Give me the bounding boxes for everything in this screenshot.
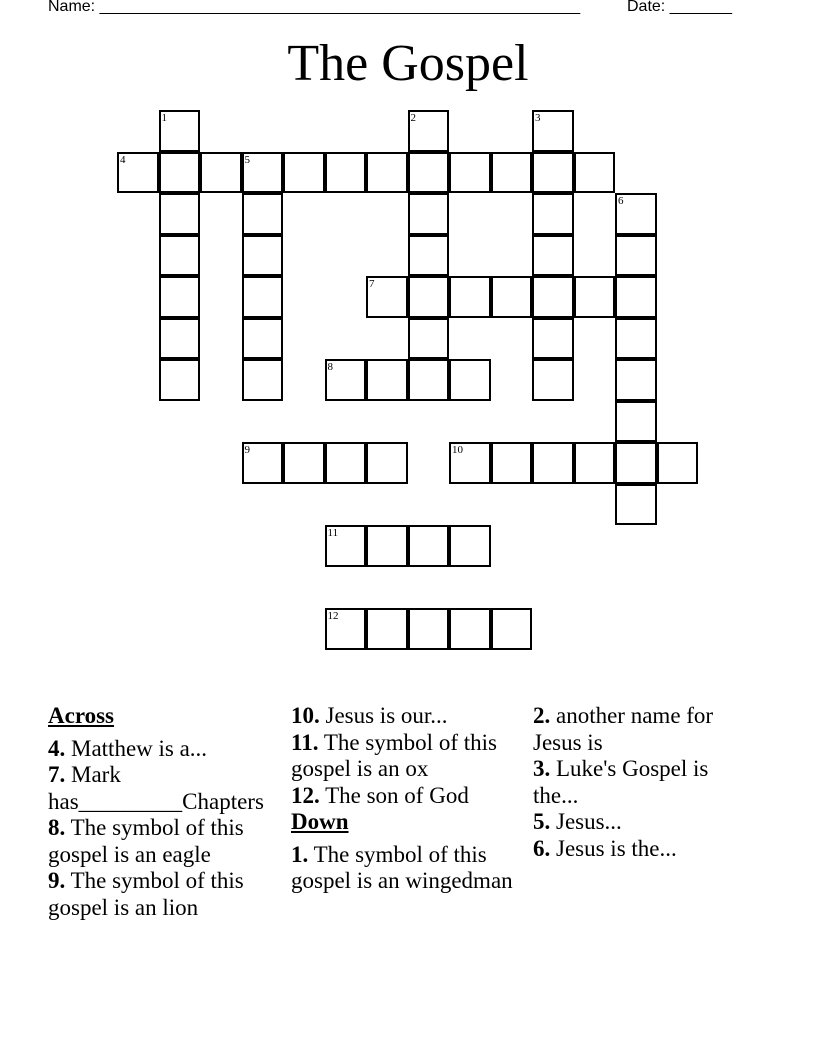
grid-cell[interactable] [408, 318, 450, 360]
grid-cell[interactable] [408, 193, 450, 235]
clue-down-5: 5. Jesus... [533, 809, 622, 834]
grid-cell[interactable] [532, 152, 574, 194]
grid-cell-4[interactable] [117, 152, 159, 194]
grid-cell[interactable] [159, 276, 201, 318]
clues-column-3 [533, 703, 733, 862]
clue-across-12: 12. The son of God [291, 782, 469, 808]
clue-number: 5 [244, 153, 250, 166]
grid-cell[interactable] [325, 442, 367, 484]
grid-cell[interactable] [615, 359, 657, 401]
grid-cell-7[interactable] [366, 276, 408, 318]
grid-cell[interactable] [366, 525, 408, 567]
grid-cell[interactable] [408, 525, 450, 567]
grid-cell-9[interactable] [242, 442, 284, 484]
grid-cell[interactable] [242, 276, 284, 318]
grid-cell[interactable] [408, 152, 450, 194]
grid-cell[interactable] [408, 276, 450, 318]
clue-number: 9 [244, 444, 250, 456]
grid-cell[interactable] [574, 152, 616, 194]
grid-cell[interactable] [615, 276, 657, 318]
grid-cell[interactable] [615, 442, 657, 484]
clue-number: 3 [535, 112, 541, 124]
clue-across-4: 4. Matthew is a... [48, 735, 208, 761]
grid-cell[interactable] [242, 359, 284, 401]
grid-cell[interactable] [159, 235, 201, 277]
clue-number: 8 [327, 361, 333, 373]
grid-cell[interactable] [159, 318, 201, 360]
grid-cell[interactable] [491, 608, 533, 650]
grid-cell[interactable] [242, 318, 284, 360]
grid-cell[interactable] [159, 152, 201, 194]
grid-cell-1[interactable] [159, 110, 201, 152]
grid-cell[interactable] [615, 235, 657, 277]
grid-cell[interactable] [283, 442, 325, 484]
grid-cell-2[interactable] [408, 110, 450, 152]
clue-down-1: 1. The symbol of this gospel is an wingedman [291, 841, 513, 893]
grid-cell-5[interactable] [242, 152, 284, 194]
clue-across-8: 8. The symbol of this gospel is an eagle [48, 815, 244, 867]
clue-number: 12 [327, 610, 339, 622]
grid-cell[interactable] [491, 276, 533, 318]
grid-cell-3[interactable] [532, 110, 574, 152]
grid-cell[interactable] [242, 193, 284, 235]
grid-cell[interactable] [449, 152, 491, 194]
clues-column-1 [48, 703, 293, 921]
down-heading: Down [291, 809, 349, 834]
grid-cell[interactable] [532, 359, 574, 401]
grid-cell[interactable] [574, 442, 616, 484]
grid-cell-8[interactable] [325, 359, 367, 401]
grid-cell[interactable] [491, 442, 533, 484]
grid-cell[interactable] [408, 608, 450, 650]
grid-cell[interactable] [283, 152, 325, 194]
clue-number: 10 [452, 444, 463, 456]
page-title: The Gospel [287, 35, 529, 92]
grid-cell-12[interactable] [325, 608, 367, 650]
grid-cell[interactable] [366, 608, 408, 650]
grid-cell[interactable] [491, 152, 533, 194]
grid-cell[interactable] [366, 152, 408, 194]
grid-cell[interactable] [242, 235, 284, 277]
clue-number: 1 [161, 112, 167, 124]
date-field-label: Date: _______ [627, 0, 732, 15]
grid-cell[interactable] [532, 276, 574, 318]
grid-cell[interactable] [532, 318, 574, 360]
clue-down-3: 3. Luke's Gospel is the... [533, 756, 709, 808]
grid-cell-10[interactable] [449, 442, 491, 484]
grid-cell[interactable] [449, 276, 491, 318]
grid-cell[interactable] [449, 525, 491, 567]
clues-column-2 [291, 703, 536, 895]
name-field-label: Name: ______________________________________________________ [48, 0, 581, 15]
grid-cell[interactable] [366, 442, 408, 484]
clue-number: 11 [327, 527, 339, 539]
grid-cell[interactable] [449, 359, 491, 401]
grid-cell[interactable] [615, 484, 657, 526]
grid-cell[interactable] [159, 359, 201, 401]
grid-cell[interactable] [159, 193, 201, 235]
clue-number: 4 [120, 153, 126, 166]
grid-cell[interactable] [615, 401, 657, 443]
grid-cell[interactable] [532, 193, 574, 235]
clue-across-11: 11. The symbol of this gospel is an ox [291, 729, 497, 781]
grid-cell-6[interactable] [615, 193, 657, 235]
clue-number: 6 [618, 195, 624, 207]
grid-cell[interactable] [615, 318, 657, 360]
grid-cell[interactable] [532, 235, 574, 277]
grid-cell[interactable] [449, 608, 491, 650]
clue-across-7: 7. Mark has_________Chapters [48, 762, 264, 814]
grid-cell[interactable] [408, 235, 450, 277]
clue-down-6: 6. Jesus is the... [533, 835, 677, 861]
clue-number: 7 [369, 278, 375, 290]
grid-cell[interactable] [325, 152, 367, 194]
grid-cell[interactable] [574, 276, 616, 318]
grid-cell[interactable] [366, 359, 408, 401]
grid-cell[interactable] [532, 442, 574, 484]
clue-across-9: 9. The symbol of this gospel is an lion [48, 868, 244, 920]
grid-cell-11[interactable] [325, 525, 367, 567]
name-date-line [48, 0, 748, 20]
clue-across-10: 10. Jesus is our... [291, 703, 448, 728]
grid-cell[interactable] [657, 442, 699, 484]
clue-number: 2 [410, 112, 416, 124]
grid-cell[interactable] [200, 152, 242, 194]
across-heading: Across [48, 703, 115, 728]
grid-cell[interactable] [408, 359, 450, 401]
clue-down-2: 2. another name for Jesus is [533, 703, 714, 755]
